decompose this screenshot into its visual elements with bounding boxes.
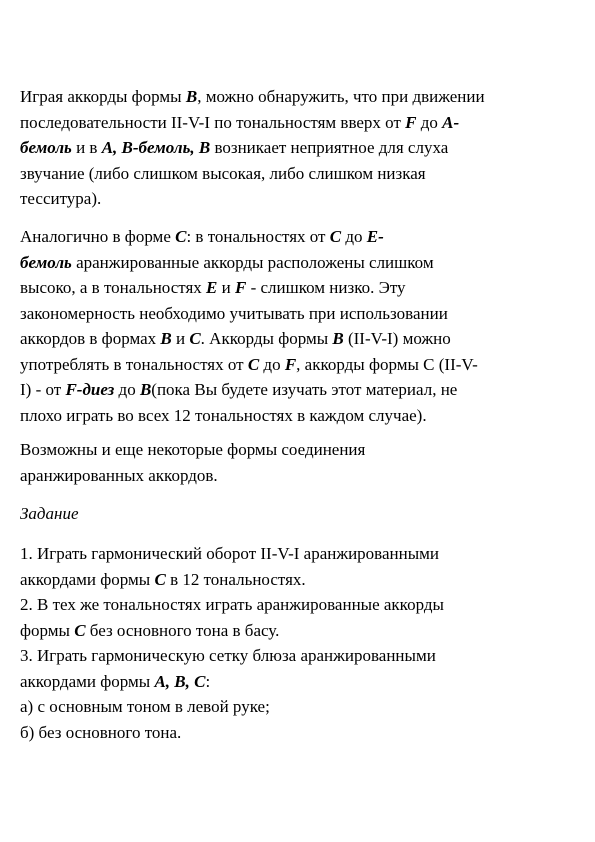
text-run: закономерность необходимо учитывать при использовании <box>20 303 448 323</box>
paragraph-intro <box>20 84 580 212</box>
emphasis-run: C <box>74 620 86 640</box>
text-run: , аккорды формы С (II-V- <box>296 354 478 374</box>
text-line <box>20 161 580 187</box>
text-run: б) без основного тона. <box>20 722 182 742</box>
text-run: высоко, а в тональностях <box>20 278 207 297</box>
emphasis-run: E <box>206 278 218 297</box>
paragraph-other-forms <box>20 437 580 488</box>
emphasis-run: F <box>235 278 247 297</box>
text-run: (пока Вы будете изучать этот материал, не <box>151 380 458 399</box>
text-run: без основного тона в басу. <box>85 620 280 640</box>
emphasis-run: C <box>247 354 260 374</box>
paragraph-form-c <box>20 224 580 428</box>
text-line <box>20 501 580 527</box>
text-run: и <box>217 278 235 297</box>
emphasis-run: A, B-бемоль, B <box>101 138 211 157</box>
task-list <box>20 541 580 745</box>
emphasis-run: C <box>175 227 187 246</box>
text-run: до <box>259 354 285 374</box>
text-line <box>20 275 580 301</box>
text-line <box>20 186 580 212</box>
emphasis-run: F-диез <box>65 380 115 399</box>
emphasis-run: C <box>329 227 342 246</box>
text-line <box>20 377 580 403</box>
text-run: и в <box>71 138 102 157</box>
text-line <box>20 352 580 378</box>
text-line <box>20 250 580 276</box>
text-line <box>20 135 580 161</box>
emphasis-run: F <box>405 112 417 132</box>
emphasis-run: A, B, C <box>154 671 206 691</box>
emphasis-run: E- <box>366 227 384 246</box>
text-line <box>20 224 580 250</box>
text-run: плохо играть во всех 12 тональностях в каждом случае). <box>20 405 427 425</box>
text-line <box>20 567 580 593</box>
text-run: Аналогично в форме <box>20 227 176 246</box>
text-run: 3. Играть гармоническую сетку блюза аранжированными <box>20 646 436 665</box>
text-run: аккордами формы <box>20 569 155 589</box>
text-run: : <box>205 671 211 691</box>
emphasis-run: C <box>154 569 166 589</box>
text-run: (II-V-I) можно <box>343 329 451 348</box>
text-line <box>20 720 580 746</box>
text-run: 2. В тех же тональностях играть аранжированные аккорды <box>20 595 444 614</box>
text-run: возникает неприятное для слуха <box>210 138 449 157</box>
text-run: аккордов в формах <box>20 329 161 348</box>
italic-run: Задание <box>20 504 79 523</box>
text-run: аккордами формы <box>20 671 155 691</box>
text-line <box>20 669 580 695</box>
text-run: аранжированные аккорды расположены слишком <box>71 252 434 272</box>
text-run: I) - от <box>20 380 66 399</box>
text-run: , можно обнаружить, что при движении <box>197 87 485 106</box>
emphasis-run: B <box>332 329 344 348</box>
text-run: Играя аккорды формы <box>20 87 186 106</box>
text-line <box>20 110 580 136</box>
text-line <box>20 643 580 669</box>
text-run: а) с основным тоном в левой руке; <box>20 697 270 716</box>
text-run: в 12 тональностях. <box>165 569 306 589</box>
emphasis-run: бемоль <box>20 138 72 157</box>
text-line <box>20 301 580 327</box>
emphasis-run: B <box>160 329 172 348</box>
text-run: формы <box>20 620 75 640</box>
emphasis-run: A- <box>442 112 460 132</box>
text-line <box>20 618 580 644</box>
emphasis-run: B <box>139 380 152 399</box>
text-line <box>20 403 580 429</box>
text-line <box>20 541 580 567</box>
text-run: тесситура). <box>20 189 102 208</box>
text-run: звучание (либо слишком высокая, либо слишком низкая <box>20 163 426 183</box>
text-run: употреблять в тональностях от <box>20 354 248 374</box>
text-run: - слишком низко. Эту <box>246 278 406 297</box>
text-line <box>20 326 580 352</box>
text-run: Возможны и еще некоторые формы соединения <box>20 440 366 459</box>
text-line <box>20 437 580 463</box>
text-run: аранжированных аккордов. <box>20 465 218 485</box>
text-run: : в тональностях от <box>186 227 330 246</box>
text-run: до <box>341 227 367 246</box>
text-run: . Аккорды формы <box>200 329 333 348</box>
text-run: последовательности II-V-I по тональностям вверх от <box>20 112 406 132</box>
text-run: и <box>171 329 190 348</box>
emphasis-run: B <box>185 87 198 106</box>
text-line <box>20 694 580 720</box>
task-heading <box>20 501 580 527</box>
text-line <box>20 463 580 489</box>
text-run: до <box>416 112 443 132</box>
text-run: до <box>114 380 140 399</box>
text-line <box>20 84 580 110</box>
emphasis-run: F <box>284 354 297 374</box>
text-line <box>20 592 580 618</box>
text-run: 1. Играть гармонический оборот II-V-I аранжированными <box>20 544 439 563</box>
emphasis-run: C <box>189 329 201 348</box>
emphasis-run: бемоль <box>20 252 72 272</box>
